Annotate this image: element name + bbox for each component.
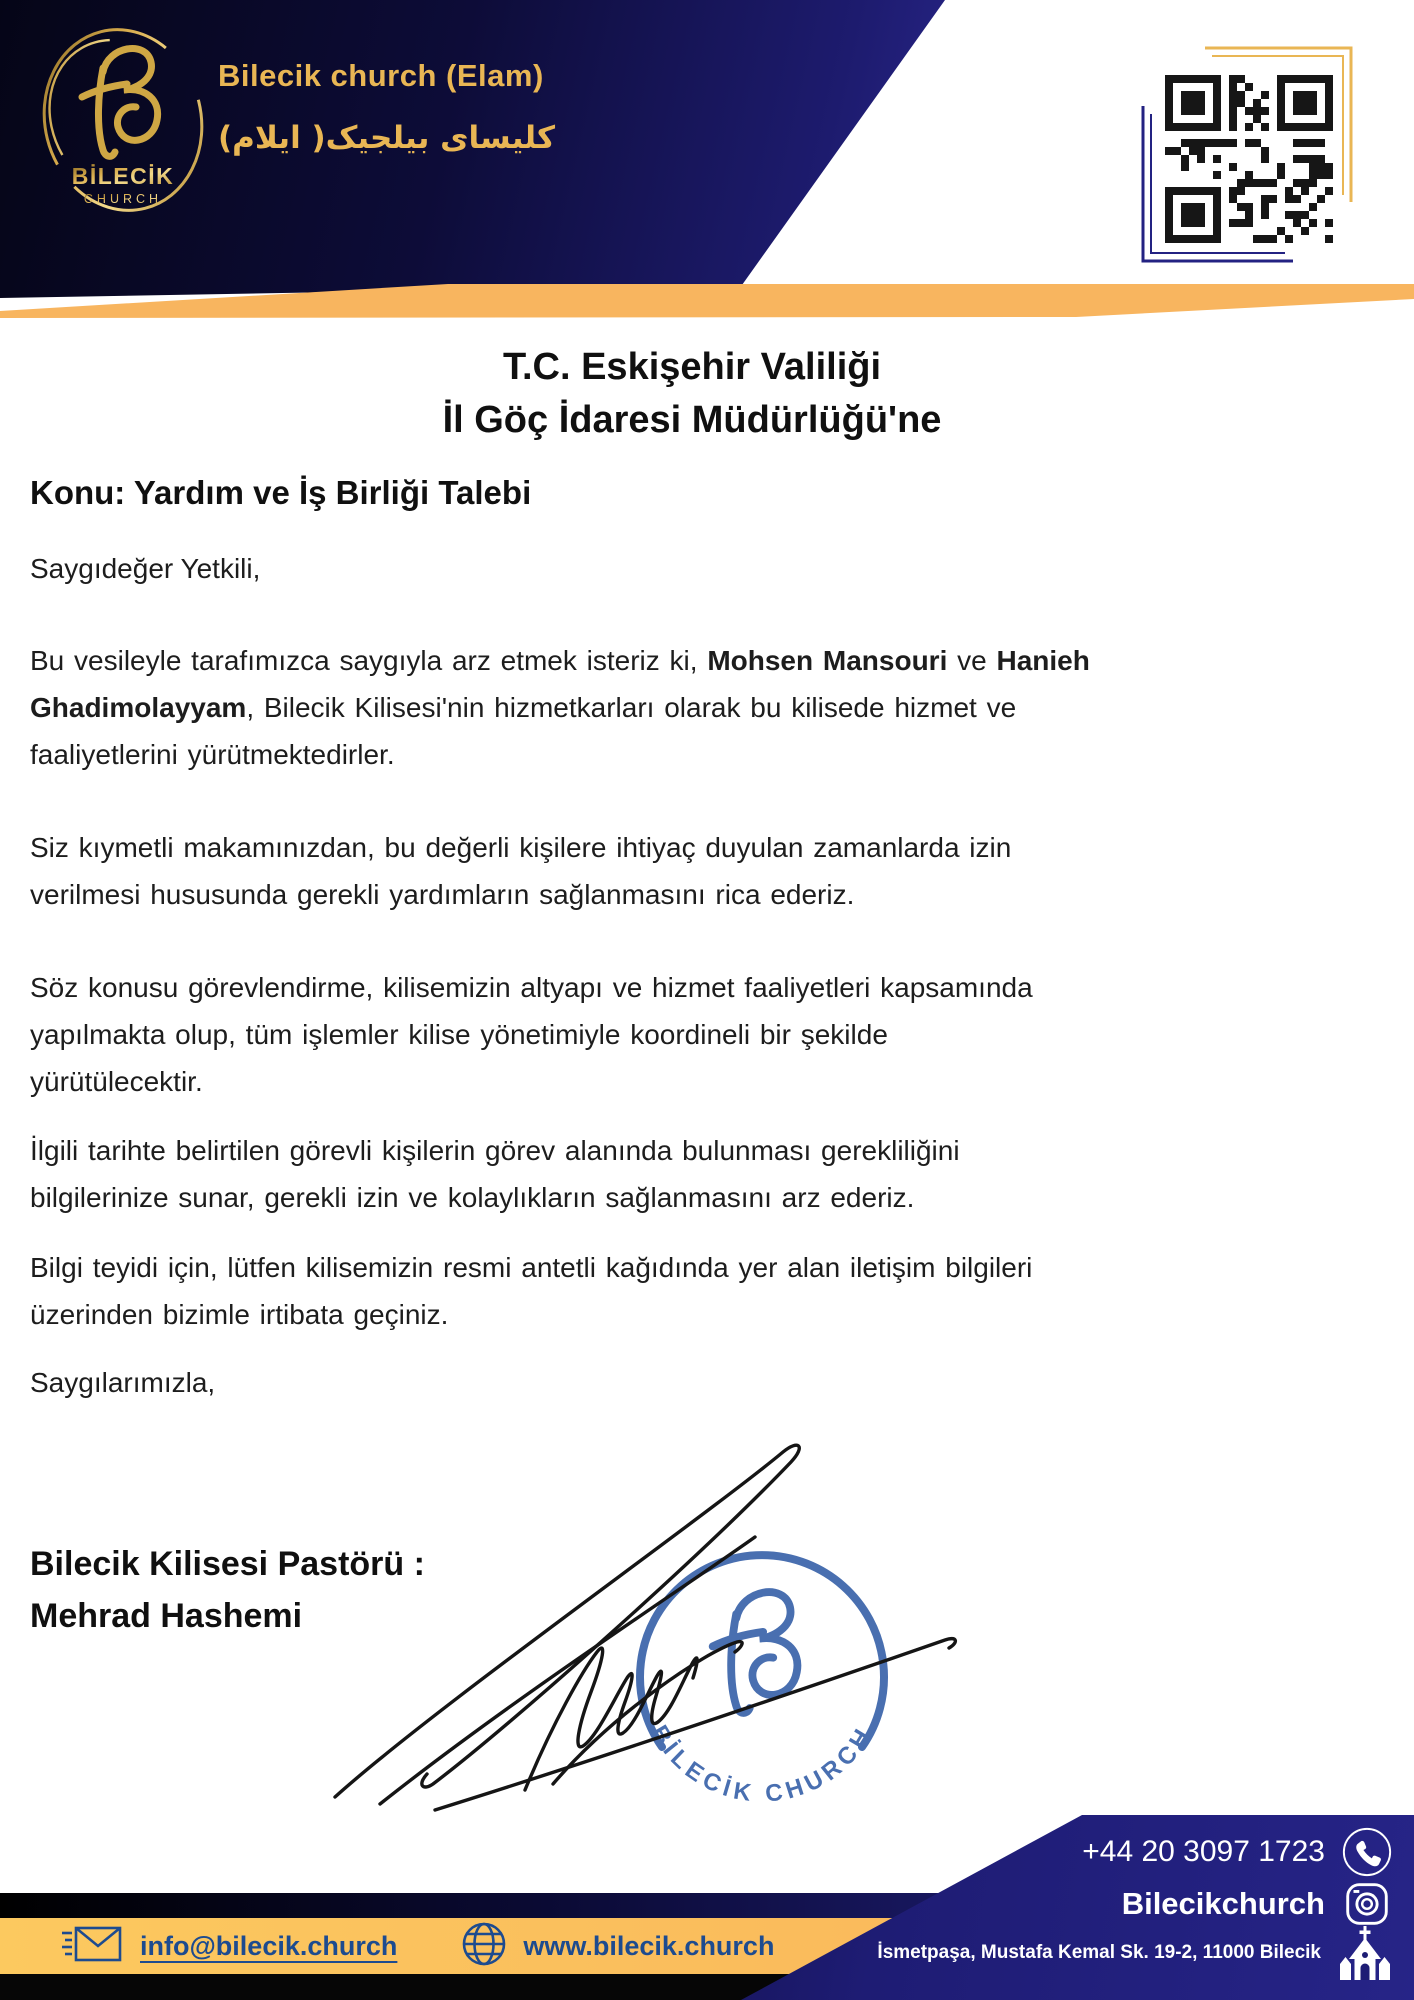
church-icon [1336, 1924, 1394, 1982]
letter-paragraph: Siz kıymetli makamınızdan, bu değerli kişilere ihtiyaç duyulan zamanlarda izin verilmesi hususunda gerekli yardımların sağlanmasını rica ederiz. [30, 832, 1012, 910]
recipient-line-1: T.C. Eskişehir Valiliği [502, 346, 882, 388]
globe-icon [461, 1921, 507, 1972]
letter-paragraphs [30, 637, 1354, 1338]
subject-line: Konu: Yardım ve İş Birliği Talebi [30, 474, 532, 511]
phone-number: +44 20 3097 1723 [1082, 1835, 1325, 1868]
letter-paragraph: İlgili tarihte belirtilen görevli kişilerin görev alanında bulunması gerekliliğini bilgilerinize sunar, gerekli izin ve kolaylıkların sağlanmasını arz ederiz. [30, 1135, 960, 1213]
logo-text-line1: BİLECİK [71, 163, 175, 189]
logo-text-line2: CHURCH [83, 192, 163, 206]
footer-links-bar [0, 1918, 860, 1974]
closing-line: Saygılarımızla, [30, 1367, 216, 1398]
stamp-text: BİLECİK CHURCH [645, 1720, 879, 1808]
email-link[interactable]: info@bilecik.church [140, 1930, 398, 1961]
instagram-handle: Bilecikchurch [1121, 1886, 1325, 1921]
signatory-title: Bilecik Kilisesi Pastörü : [30, 1545, 425, 1583]
signatory-name: Mehrad Hashemi [30, 1597, 303, 1635]
letter-paragraph: Bilgi teyidi için, lütfen kilisemizin resmi antetli kağıdında yer alan iletişim bilgileri üzerinden bizimle irtibata geçiniz. [30, 1252, 1033, 1330]
signature [285, 1412, 985, 1812]
greeting-line: Saygıdeğer Yetkili, [30, 553, 261, 584]
letter-body [30, 341, 1354, 1406]
footer-address [877, 1930, 1414, 1976]
phone-icon [1340, 1825, 1394, 1879]
qr-code [1165, 75, 1333, 243]
church-logo [34, 22, 212, 222]
header-title-english: Bilecik church (Elam) [218, 58, 544, 93]
website-link[interactable]: www.bilecik.church [523, 1930, 775, 1961]
header-titles [218, 58, 778, 156]
church-logo-icon [34, 22, 212, 222]
recipient-line-2: İl Göç İdaresi Müdürlüğü'ne [442, 399, 942, 441]
instagram-icon [1340, 1877, 1394, 1931]
letter-paragraph: Söz konusu görevlendirme, kilisemizin altyapı ve hizmet faaliyetleri kapsamında yapılmakta olup, tüm işlemler kilise yönetimiyle koordineli bir şekilde yürütülecektir. [30, 972, 1033, 1097]
email-icon [60, 1924, 124, 1969]
letter-paragraph: Bu vesileyle tarafımızca saygıyla arz etmek isteriz ki, Mohsen Mansouri ve Hanieh Ghadimolayyam, Bilecik Kilisesi'nin hizmetkarları olarak bu kilisede hizmet ve faaliyetlerini yürütmektedirler. [30, 645, 1090, 770]
footer-instagram[interactable] [1122, 1878, 1414, 1930]
address-text: İsmetpaşa, Mustafa Kemal Sk. 19-2, 11000 Bilecik [877, 1942, 1321, 1963]
header-title-farsi: کلیسای بیلجیک( ایلام) [218, 120, 556, 156]
footer-phone[interactable] [1082, 1826, 1414, 1878]
